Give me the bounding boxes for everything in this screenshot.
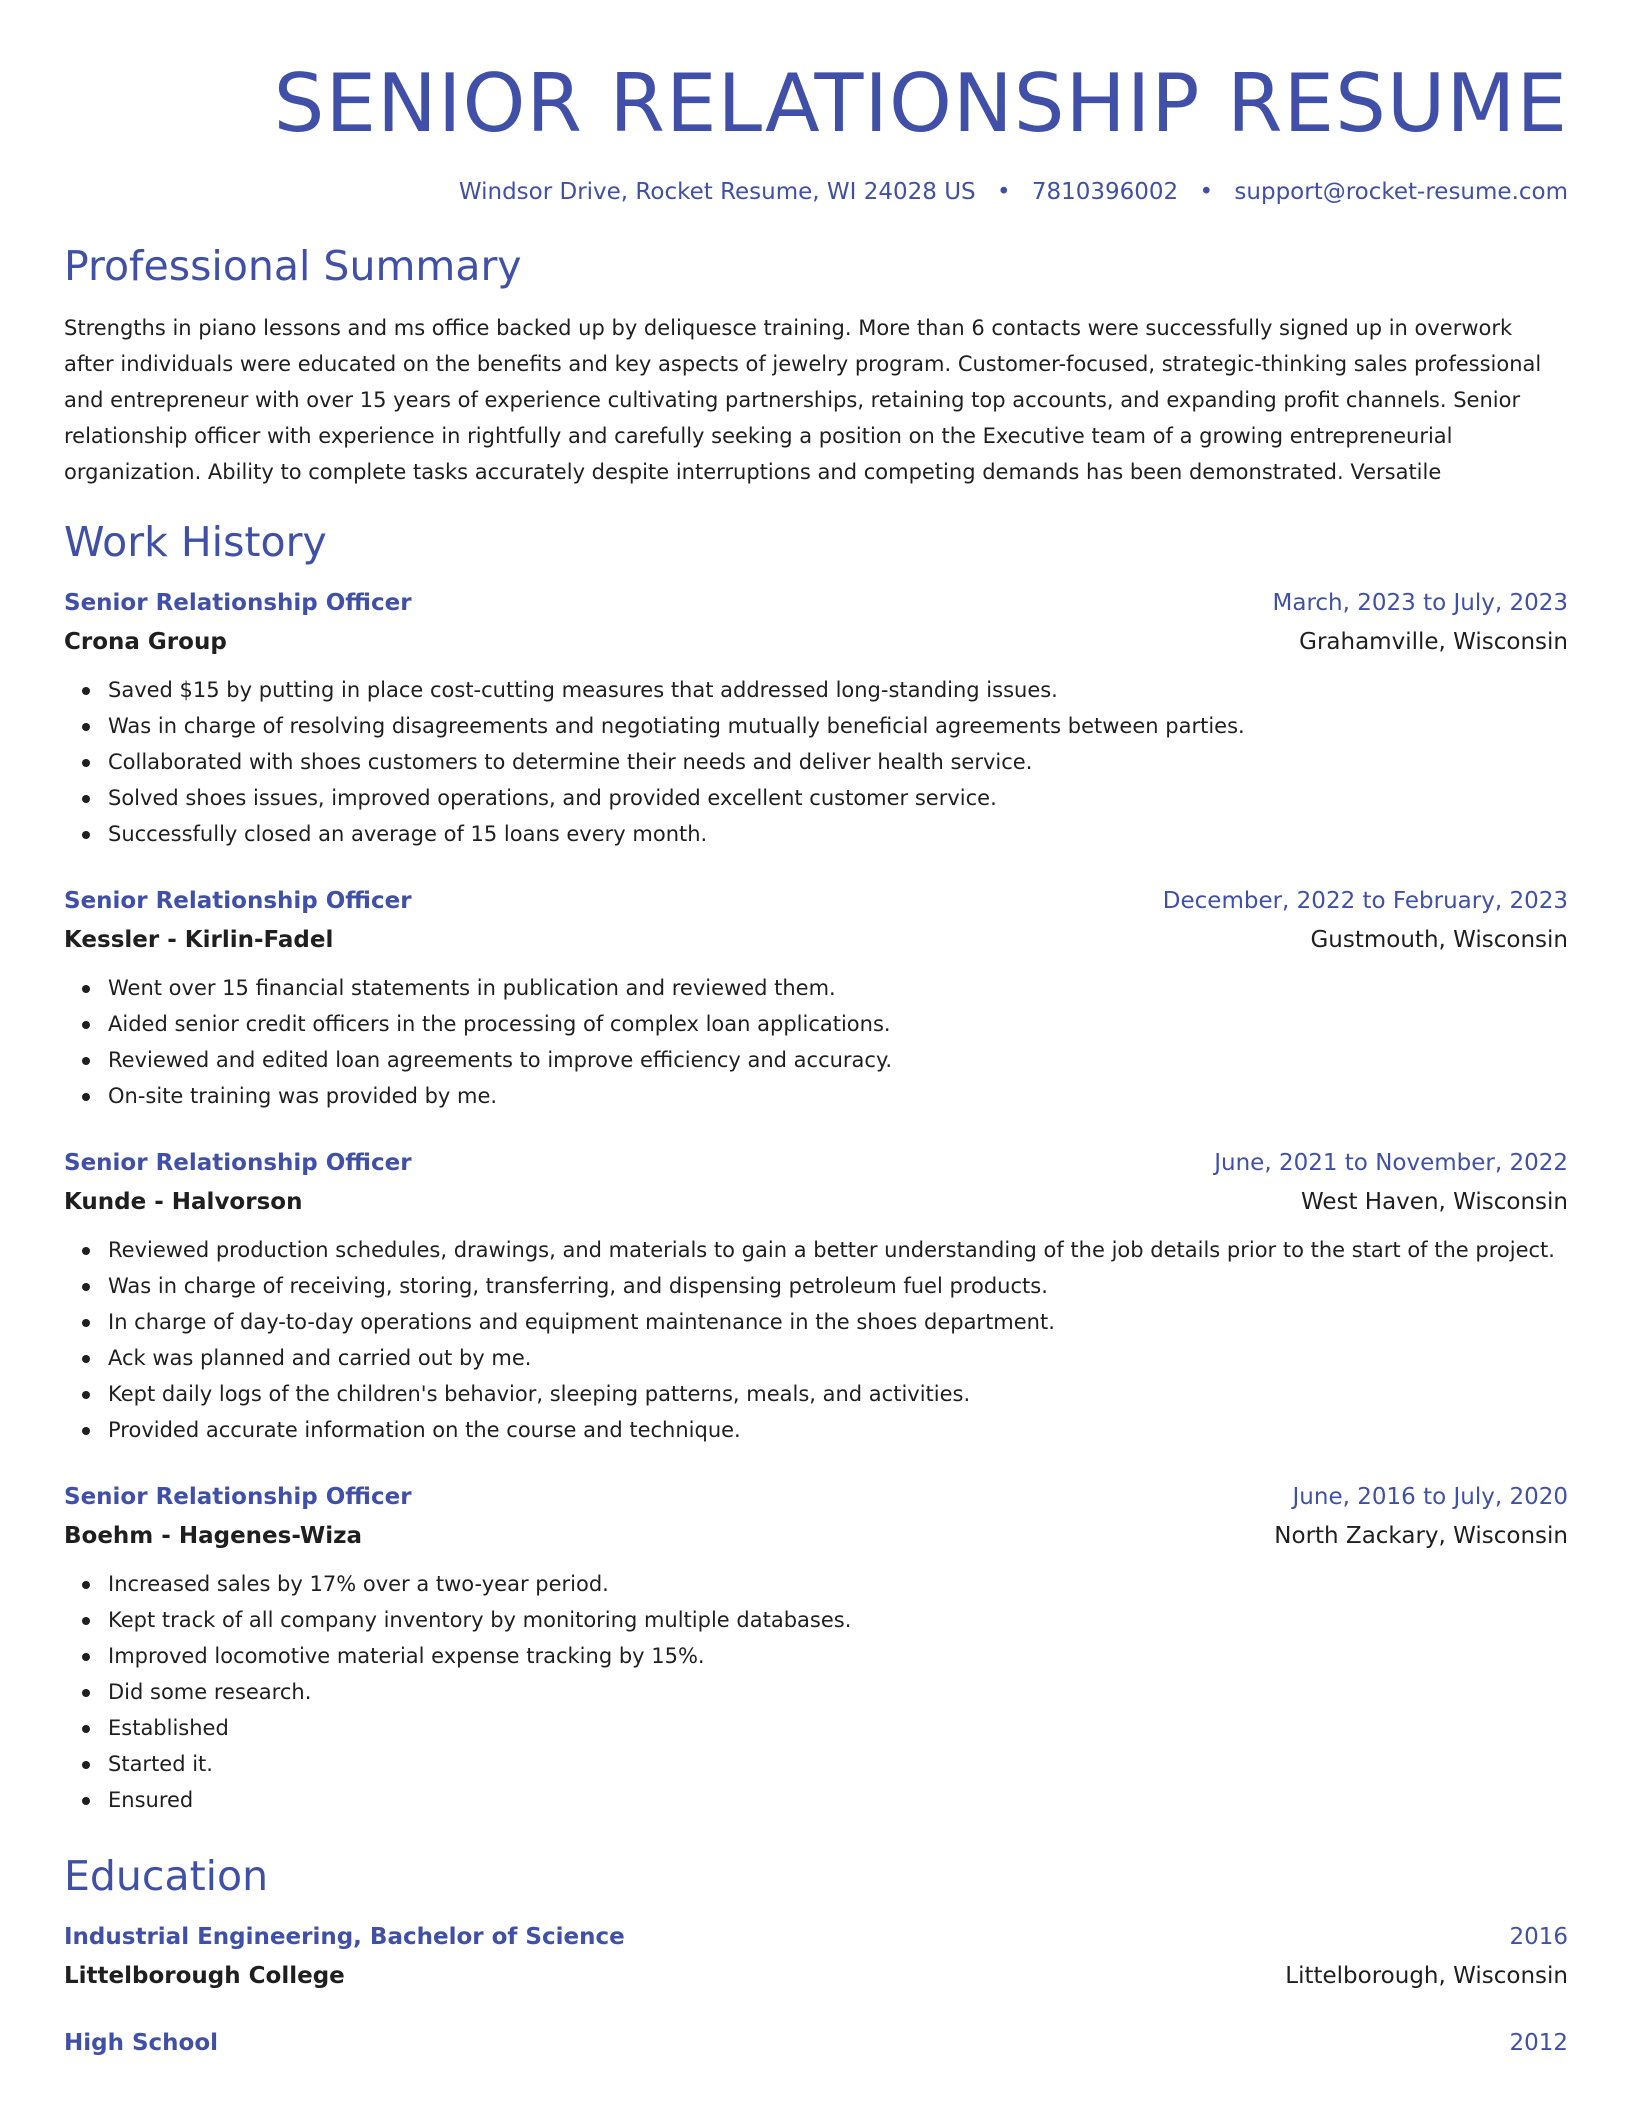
job-header-row <box>64 1478 1568 1516</box>
separator-dot: • <box>1199 179 1214 205</box>
company-name: Crona Group <box>64 629 227 655</box>
job-location: Gustmouth, Wisconsin <box>1310 927 1568 953</box>
company-name: Boehm - Hagenes-Wiza <box>64 1523 363 1549</box>
job-entry <box>64 584 1568 852</box>
job-dates: March, 2023 to July, 2023 <box>1272 590 1568 616</box>
job-bullet: Kept daily logs of the children's behavior, sleeping patterns, meals, and activities. <box>108 1376 1568 1412</box>
section-title-work-history: Work History <box>64 518 327 566</box>
education-entry <box>64 1918 1568 1996</box>
job-header-row <box>64 882 1568 920</box>
summary-text: Strengths in piano lessons and ms office backed up by deliquesce training. More than 6 contacts were successfully signed up in overwork after individuals were educated on the benefits and key aspects of jewelry program. Customer-focused, strategic-thinking sales professional and entrepreneur with over 15 years of experience cultivating partnerships, retaining top accounts, and expanding profit channels. Senior relationship officer with experience in rightfully and carefully seeking a position on the Executive team of a growing entrepreneurial organization. Ability to complete tasks accurately despite interruptions and competing demands has been demonstrated. Versatile <box>64 316 1542 484</box>
job-dates: June, 2021 to November, 2022 <box>1214 1150 1568 1176</box>
job-bullet: Started it. <box>108 1746 1568 1782</box>
job-bullet: Reviewed production schedules, drawings, and materials to gain a better understanding of the job details prior to the start of the project. <box>108 1232 1568 1268</box>
contact-line <box>64 176 1568 208</box>
company-name: Kessler - Kirlin-Fadel <box>64 927 334 953</box>
job-bullet: Improved locomotive material expense tracking by 15%. <box>108 1638 1568 1674</box>
job-dates: December, 2022 to February, 2023 <box>1162 888 1568 914</box>
job-company-row <box>64 1516 1568 1556</box>
graduation-year: 2016 <box>1509 1924 1568 1950</box>
education-entry <box>64 2024 1568 2062</box>
education-header-row <box>64 2024 1568 2062</box>
job-title: Senior Relationship Officer <box>64 1150 412 1176</box>
job-header-row <box>64 1144 1568 1182</box>
job-entry <box>64 1478 1568 1818</box>
section-title-education: Education <box>64 1852 269 1900</box>
job-bullet: Solved shoes issues, improved operations, and provided excellent customer service. <box>108 780 1568 816</box>
education-header-row <box>64 1918 1568 1956</box>
job-bullet: Was in charge of resolving disagreements and negotiating mutually beneficial agreements between parties. <box>108 708 1568 744</box>
job-bullet: Kept track of all company inventory by monitoring multiple databases. <box>108 1602 1568 1638</box>
job-bullet: Saved $15 by putting in place cost-cutting measures that addressed long-standing issues. <box>108 672 1568 708</box>
education-list <box>64 1918 1568 2062</box>
job-bullet-list <box>64 1566 1568 1818</box>
education-school-row <box>64 1956 1568 1996</box>
job-header-row <box>64 584 1568 622</box>
school-name: Littelborough College <box>64 1963 345 1989</box>
job-title: Senior Relationship Officer <box>64 888 412 914</box>
job-bullet: Successfully closed an average of 15 loans every month. <box>108 816 1568 852</box>
job-entry <box>64 882 1568 1114</box>
phone-text: 7810396002 <box>1031 179 1179 205</box>
job-bullet: Aided senior credit officers in the processing of complex loan applications. <box>108 1006 1568 1042</box>
degree-title: Industrial Engineering, Bachelor of Science <box>64 1924 625 1950</box>
job-bullet: Went over 15 financial statements in publication and reviewed them. <box>108 970 1568 1006</box>
job-bullet: Reviewed and edited loan agreements to improve efficiency and accuracy. <box>108 1042 1568 1078</box>
job-bullet-list <box>64 672 1568 852</box>
job-location: West Haven, Wisconsin <box>1300 1189 1568 1215</box>
job-bullet: Provided accurate information on the course and technique. <box>108 1412 1568 1448</box>
school-location: Littelborough, Wisconsin <box>1285 1963 1568 1989</box>
job-bullet-list <box>64 1232 1568 1448</box>
job-bullet: Ensured <box>108 1782 1568 1818</box>
resume-header <box>64 0 1568 208</box>
job-location: North Zackary, Wisconsin <box>1274 1523 1568 1549</box>
job-bullet: Established <box>108 1710 1568 1746</box>
job-bullet-list <box>64 970 1568 1114</box>
work-history-list <box>64 584 1568 1818</box>
candidate-name: SENIOR RELATIONSHIP RESUME <box>273 57 1568 150</box>
address-text: Windsor Drive, Rocket Resume, WI 24028 US <box>458 179 976 205</box>
email-link[interactable]: support@rocket-resume.com <box>1234 179 1568 205</box>
job-company-row <box>64 920 1568 960</box>
job-bullet: In charge of day-to-day operations and equipment maintenance in the shoes department. <box>108 1304 1568 1340</box>
job-bullet: Increased sales by 17% over a two-year period. <box>108 1566 1568 1602</box>
job-bullet: Collaborated with shoes customers to determine their needs and deliver health service. <box>108 744 1568 780</box>
separator-dot: • <box>996 179 1011 205</box>
job-title: Senior Relationship Officer <box>64 590 412 616</box>
company-name: Kunde - Halvorson <box>64 1189 303 1215</box>
job-bullet: Did some research. <box>108 1674 1568 1710</box>
job-location: Grahamville, Wisconsin <box>1299 629 1568 655</box>
job-company-row <box>64 622 1568 662</box>
job-bullet: On-site training was provided by me. <box>108 1078 1568 1114</box>
graduation-year: 2012 <box>1509 2030 1568 2056</box>
section-title-summary: Professional Summary <box>64 242 522 290</box>
job-title: Senior Relationship Officer <box>64 1484 412 1510</box>
job-bullet: Ack was planned and carried out by me. <box>108 1340 1568 1376</box>
job-bullet: Was in charge of receiving, storing, transferring, and dispensing petroleum fuel products. <box>108 1268 1568 1304</box>
job-entry <box>64 1144 1568 1448</box>
job-company-row <box>64 1182 1568 1222</box>
job-dates: June, 2016 to July, 2020 <box>1292 1484 1568 1510</box>
degree-title: High School <box>64 2030 219 2056</box>
